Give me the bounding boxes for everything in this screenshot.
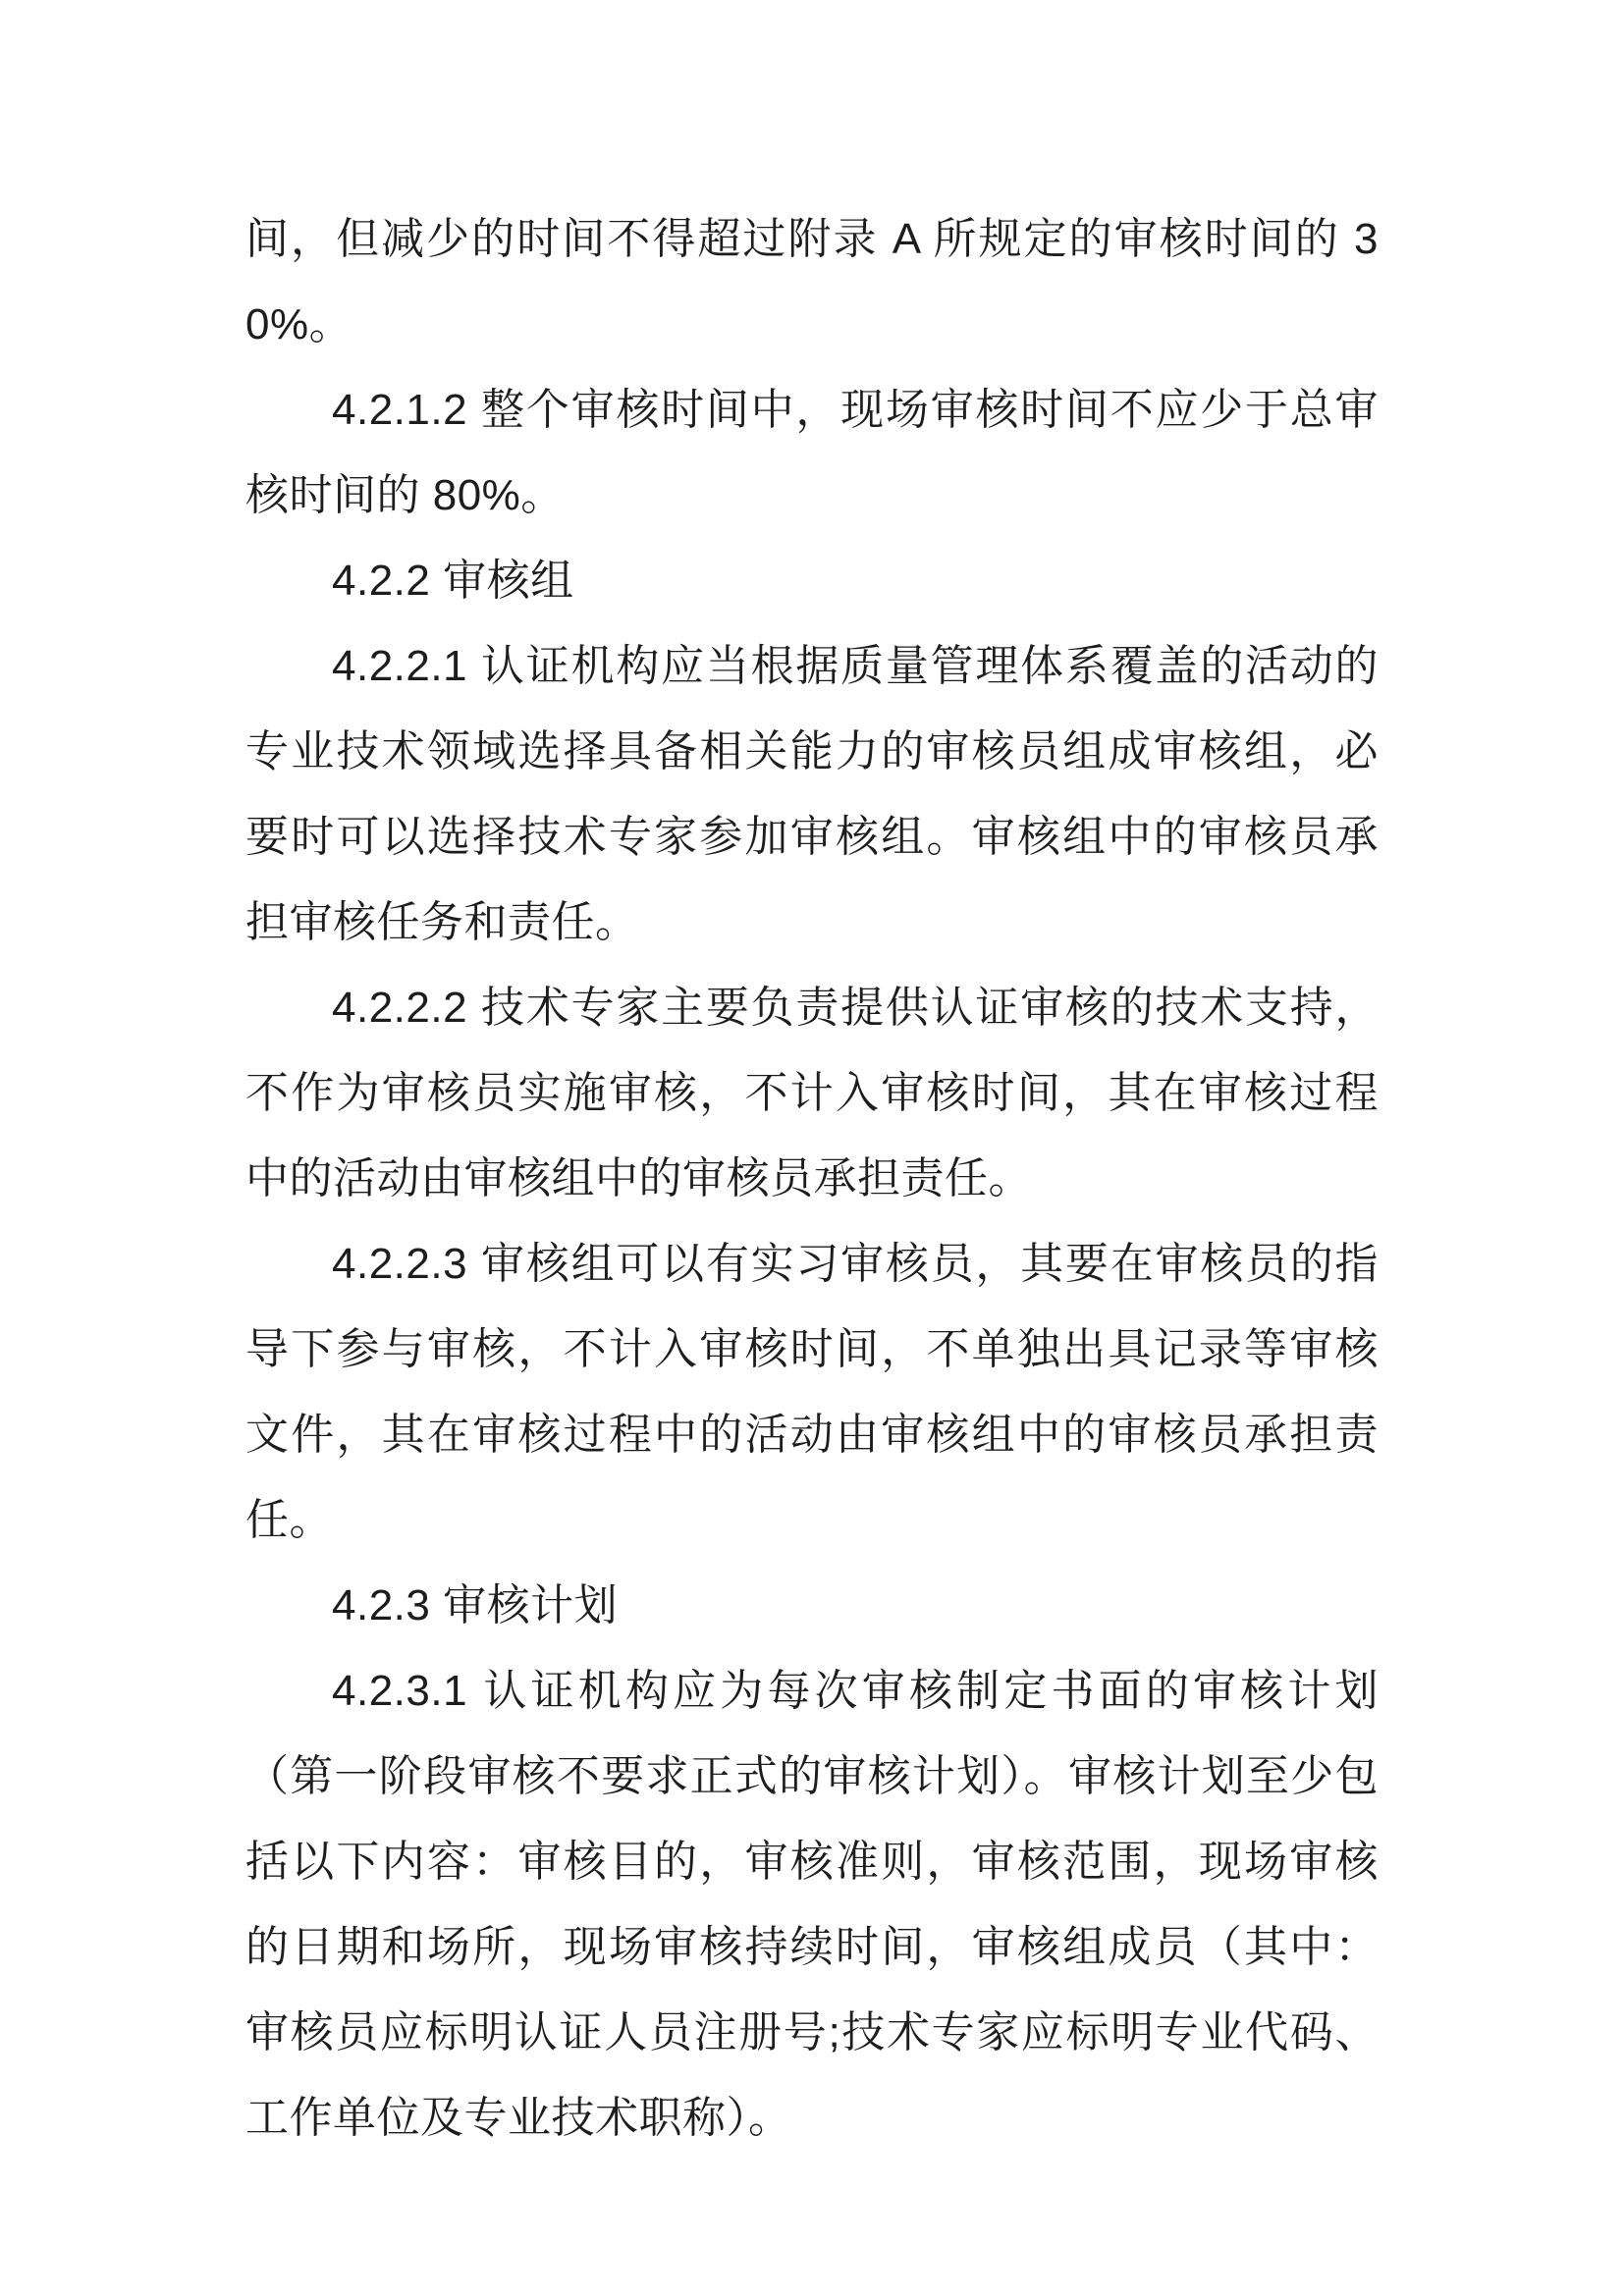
paragraph: 4.2.2 审核组 [332, 557, 574, 605]
paragraph: 间，但减少的时间不得超过附录 A 所规定的审核时间的 30%。 [245, 215, 1379, 348]
paragraph: 4.2.2.2 技术专家主要负责提供认证审核的技术支持，不作为审核员实施审核，不计入审核时间，其在审核过程中的活动由审核组中的审核员承担责任。 [245, 984, 1379, 1202]
paragraph: 4.2.1.2 整个审核时间中，现场审核时间不应少于总审核时间的 80%。 [245, 386, 1379, 519]
paragraph: 4.2.3.1 认证机构应为每次审核制定书面的审核计划（第一阶段审核不要求正式的审核计划）。审核计划至少包括以下内容：审核目的，审核准则，审核范围，现场审核的日期和场所，现场审核持续时间，审核组成员（其中：审核员应标明认证人员注册号;技术专家应标明专业代码、工作单位及专业技术职称）。 [245, 1667, 1379, 2142]
text-block [245, 196, 1379, 2161]
paragraph: 4.2.2.3 审核组可以有实习审核员，其要在审核员的指导下参与审核，不计入审核时间，不单独出具记录等审核文件，其在审核过程中的活动由审核组中的审核员承担责任。 [245, 1240, 1379, 1544]
paragraph: 4.2.2.1 认证机构应当根据质量管理体系覆盖的活动的专业技术领域选择具备相关能力的审核员组成审核组，必要时可以选择技术专家参加审核组。审核组中的审核员承担审核任务和责任。 [245, 642, 1379, 946]
paragraph: 4.2.3 审核计划 [332, 1581, 619, 1629]
